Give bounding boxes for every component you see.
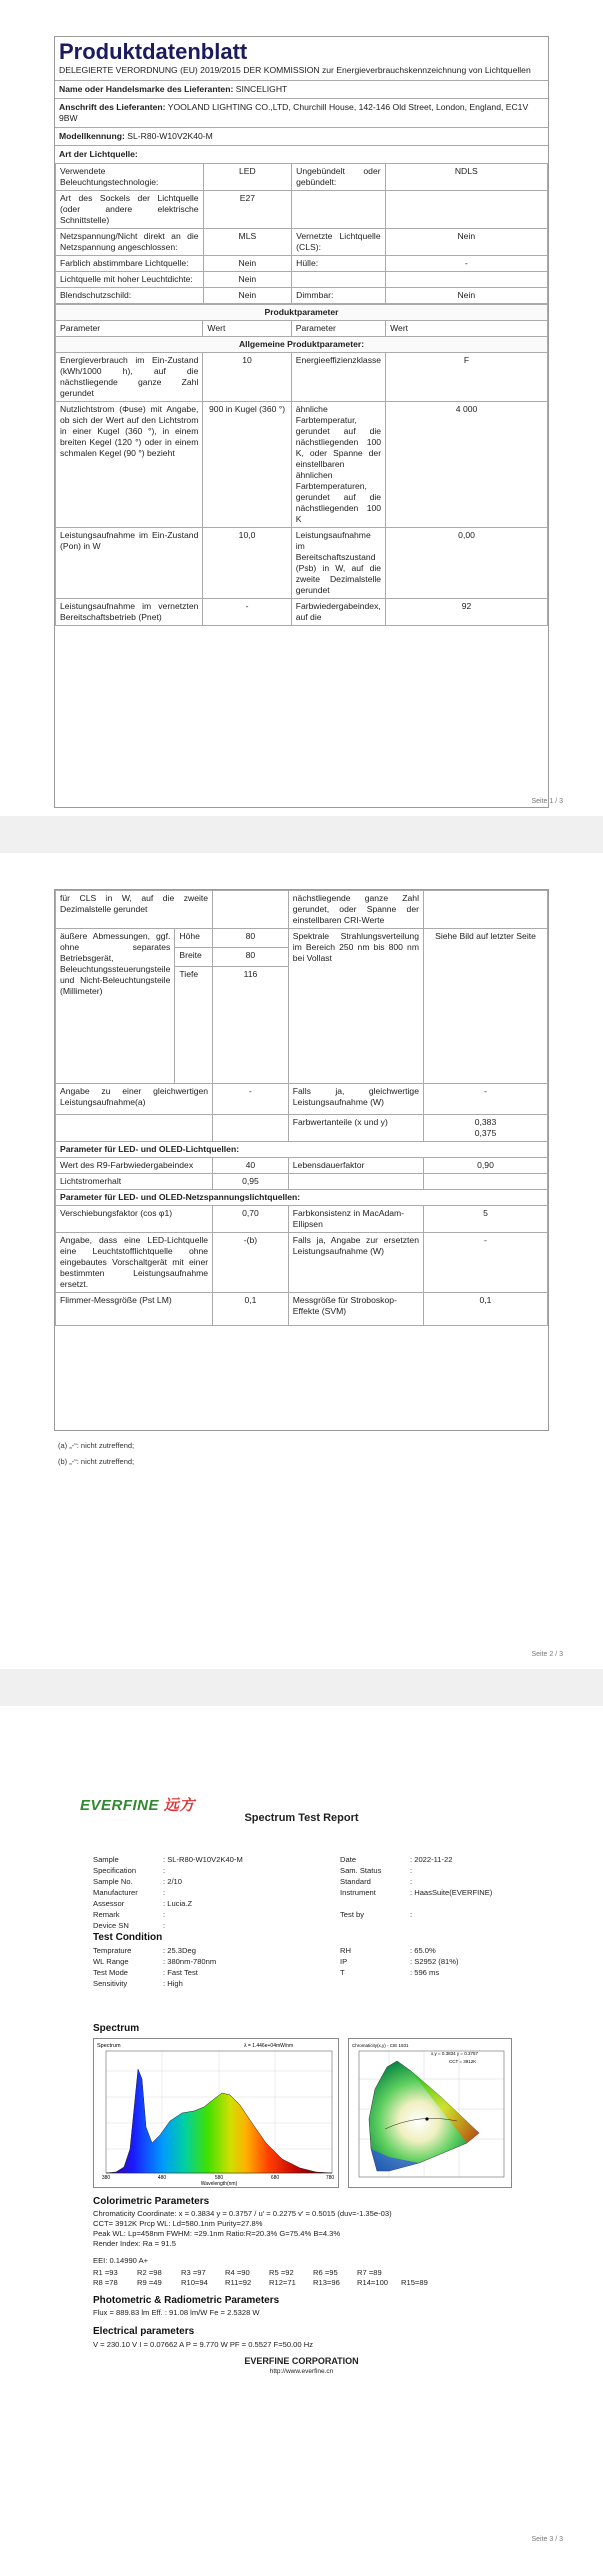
render-index-value: R9 =49 (137, 2278, 162, 2287)
displacement-factor-value: 0,70 (213, 1206, 289, 1233)
model-label: Modellkennung: (59, 131, 125, 142)
spectrum-xlabel: Wavelength(nm) (200, 2181, 238, 2187)
test-condition-row-value: : 380nm-780nm (163, 1957, 217, 1966)
replaced-power-value: - (423, 1233, 547, 1293)
type-row (56, 256, 548, 272)
page-footer: Seite 3 / 3 (531, 2536, 563, 2543)
sample-info-row (93, 1854, 243, 1865)
supplier-address: YOOLAND LIGHTING CO.,LTD, Churchill House, 142-146 Old Street, London, England, EC1V 9BW (59, 102, 529, 124)
page-footer: Seite 2 / 3 (531, 1651, 563, 1658)
supplier-name-line (55, 80, 548, 98)
sample-info-row (340, 1876, 492, 1887)
photometric-line: Flux = 889.83 lm Eff. : 91.08 lm/W Fe = 2.5328 W (93, 2308, 260, 2317)
render-index-value: R12=71 (269, 2278, 296, 2287)
spectrum-xtick: 380 (101, 2175, 111, 2181)
test-condition-row (93, 1978, 216, 1989)
lifetime-factor-label: Lebensdauerfaktor (288, 1158, 423, 1174)
render-index-value: R2 =98 (137, 2268, 162, 2277)
spectrum-title: Spectrum (97, 2043, 121, 2049)
general-param-value: 92 (386, 599, 548, 626)
chromaticity-label: Farbwertanteile (x und y) (288, 1115, 423, 1142)
chromaticity-value: 0,383 0,375 (423, 1115, 547, 1142)
type-param-value: Nein (385, 229, 547, 256)
spectrum-xtick: 780 (325, 2175, 335, 2181)
sample-info-row-value: : (163, 1921, 166, 1930)
general-param-value: 0,00 (386, 528, 548, 599)
fluorescent-replacement-value: -(b) (213, 1233, 289, 1293)
spectrum-note: λ = 1.446e+04mW/nm (244, 2043, 294, 2049)
equivalent-power-value: - (213, 1084, 289, 1115)
type-label: Art der Lichtquelle: (55, 145, 548, 163)
type-param-value: - (385, 256, 547, 272)
test-condition-row (340, 1956, 459, 1967)
general-param-row (56, 599, 548, 626)
electrical-line: V = 230.10 V I = 0.07662 A P = 9.770 W PF = 0.5527 F=50.00 Hz (93, 2340, 314, 2349)
general-param-label: Energieeffizienzklasse (291, 353, 385, 402)
dimensions-label: äußere Abmessungen, ggf. ohne separates Betriebsgerät, Beleuchtungssteuerungsteile und Nicht-Beleuchtungsteile (Millimeter) (56, 929, 175, 1084)
colorimetric-line: Peak WL: Lp=458nm FWHM: =29.1nm Ratio:R=20.3% G=75.4% B=4.3% (93, 2229, 341, 2238)
sample-info-row (340, 1887, 492, 1898)
type-param-value: NDLS (385, 164, 547, 191)
eei-line: EEI: 0.14990 A+ (93, 2256, 149, 2265)
chromaticity-point (425, 2117, 428, 2120)
dim-depth-label: Tiefe (175, 967, 213, 1084)
test-condition-heading: Test Condition (93, 1932, 163, 1943)
fluorescent-replacement-label: Angabe, dass eine LED-Lichtquelle eine Leuchtstofflichtquelle ohne eingebautes Vorschaltgerät mit einer bestimmten Leistungsaufnahme ersetzt. (56, 1233, 213, 1293)
equivalent-power-w-value: - (423, 1084, 547, 1115)
test-condition-row-value: : High (163, 1979, 183, 1988)
sample-info-row-key: Sample No. (93, 1877, 133, 1886)
general-param-label: ähnliche Farbtemperatur, gerundet auf die nächstliegenden 100 K, oder Spanne der einstellbaren ähnlichen Farbtemperaturen, gerundet auf die nächstliegenden 100 K (291, 402, 385, 528)
general-param-value: 4 000 (386, 402, 548, 528)
cie-chart (348, 2038, 512, 2188)
lifetime-factor-value: 0,90 (423, 1158, 547, 1174)
type-row (56, 272, 548, 288)
sample-info-row (93, 1876, 243, 1887)
page-gap (0, 1669, 603, 1706)
sample-info-row-key: Assessor (93, 1899, 125, 1908)
type-param-value: E27 (203, 191, 292, 229)
sample-info-row-key: Sample (93, 1855, 119, 1864)
type-param-value: LED (203, 164, 292, 191)
type-row (56, 191, 548, 229)
sample-info-row-value: : 2/10 (163, 1877, 182, 1886)
test-condition-row-key: T (340, 1968, 345, 1977)
spectrum-xtick: 680 (270, 2175, 280, 2181)
supplier-name: SINCELIGHT (235, 84, 288, 95)
test-condition-row (93, 1967, 216, 1978)
render-index-value: R3 =97 (181, 2268, 206, 2277)
page-gap (0, 816, 603, 853)
continued-right-cell: nächstliegende ganze Zahl gerundet, oder Spanne der einstellbaren CRI-Werte (288, 891, 423, 929)
color-consistency-label: Farbkonsistenz in MacAdam-Ellipsen (288, 1206, 423, 1233)
general-param-label: Farbwiedergabeindex, auf die (291, 599, 385, 626)
page-2 (0, 853, 603, 1669)
type-param-value: Nein (203, 272, 292, 288)
logo-text: EVERFINE (80, 1797, 160, 1814)
test-condition-row (340, 1967, 459, 1978)
sample-info-row (340, 1898, 492, 1909)
regulation-text: DELEGIERTE VERORDNUNG (EU) 2019/2015 DER KOMMISSION zur Energieverbrauchskennzeichnung von Lichtquellen (59, 65, 531, 76)
render-index-value: R10=94 (181, 2278, 208, 2287)
r9-value: 40 (213, 1158, 289, 1174)
test-condition-row-value: : 25.3Deg (163, 1946, 196, 1955)
sample-info-row-key: Sam. Status (340, 1866, 382, 1875)
test-condition-row (93, 1956, 216, 1967)
test-condition-row-key: Temprature (93, 1946, 132, 1955)
dim-width-label: Breite (175, 948, 213, 967)
spectrum-heading: Spectrum (93, 2023, 140, 2034)
col-header-param-1: Parameter (56, 321, 203, 337)
spectrum-svg (94, 2039, 338, 2187)
type-param-value (385, 191, 547, 229)
test-condition-row-key: WL Range (93, 1957, 129, 1966)
footnote-b: (b) „-“: nicht zutreffend; (58, 1457, 135, 1466)
test-condition-row-key: RH (340, 1946, 351, 1955)
stroboscopic-value: 0,1 (423, 1293, 547, 1326)
general-param-row (56, 353, 548, 402)
empty-cell (213, 1115, 289, 1142)
lumen-maintenance-label: Lichtstromerhalt (56, 1174, 213, 1190)
sample-info-row-value: : HaasSuite(EVERFINE) (410, 1888, 493, 1897)
continued-left-cell: für CLS in W, auf die zweite Dezimalstelle gerundet (56, 891, 213, 929)
sample-info-row-value: : 2022-11-22 (410, 1855, 453, 1864)
test-condition-row-value: : 65.0% (410, 1946, 436, 1955)
colorimetric-line: CCT= 3912K Prcp WL: Ld=580.1nm Purity=27.8% (93, 2219, 263, 2228)
type-param-label: Vernetzte Lichtquelle (CLS): (292, 229, 385, 256)
footnote-a: (a) „-“: nicht zutreffend; (58, 1441, 135, 1450)
type-param-label (292, 272, 385, 288)
led-params-header: Parameter für LED- und OLED-Lichtquellen: (56, 1142, 548, 1158)
page-footer: Seite 1 / 3 (531, 798, 563, 805)
render-index-value: R6 =95 (313, 2268, 338, 2277)
dim-depth-value: 116 (213, 967, 289, 1084)
sample-info-row-key: Test by (340, 1910, 365, 1919)
sample-info-row-key: Specification (93, 1866, 137, 1875)
lumen-maintenance-value: 0,95 (213, 1174, 289, 1190)
sample-info-left (93, 1854, 243, 1931)
render-index-row (93, 2268, 401, 2278)
sample-info-row-key: Date (340, 1855, 357, 1864)
colorimetric-line: Render Index: Ra = 91.5 (93, 2239, 176, 2248)
test-condition-row-value: : Fast Test (163, 1968, 198, 1977)
datasheet-page-1 (54, 36, 549, 808)
sample-info-row-value: : Lucia.Z (163, 1899, 193, 1908)
type-param-label: Ungebündelt oder gebündelt: (292, 164, 385, 191)
sample-info-row-value: : (410, 1910, 413, 1919)
general-param-value: 10 (203, 353, 291, 402)
type-param-label: Farblich abstimmbare Lichtquelle: (56, 256, 204, 272)
flicker-label: Flimmer-Messgröße (Pst LM) (56, 1293, 213, 1326)
col-header-param-2: Parameter (291, 321, 385, 337)
render-index-value: R13=96 (313, 2278, 340, 2287)
test-condition-row (93, 1945, 216, 1956)
page-1 (0, 0, 603, 816)
supplier-address-label: Anschrift des Lieferanten: (59, 102, 166, 113)
test-condition-row-value: : S2952 (81%) (410, 1957, 459, 1966)
general-param-value: 900 in Kugel (360 °) (203, 402, 291, 528)
product-params-table (55, 304, 548, 626)
empty-cell (423, 1174, 547, 1190)
type-param-label (292, 191, 385, 229)
test-condition-right (340, 1945, 459, 1978)
replaced-power-label: Falls ja, Angabe zur ersetzten Leistungsaufnahme (W) (288, 1233, 423, 1293)
test-condition-left (93, 1945, 216, 1989)
type-param-value: Nein (385, 288, 547, 304)
equivalent-power-label: Angabe zu einer gleichwertigen Leistungsaufnahme(a) (56, 1084, 213, 1115)
type-param-label: Lichtquelle mit hoher Leuchtdichte: (56, 272, 204, 288)
render-index-value: R5 =92 (269, 2268, 294, 2277)
colorimetric-line: Chromaticity Coordinate: x = 0.3834 y = 0.3757 / u' = 0.2275 v' = 0.5015 (duv=-1.35e-03) (93, 2209, 392, 2218)
empty-cell (288, 1174, 423, 1190)
general-param-row (56, 528, 548, 599)
render-index-value: R4 =90 (225, 2268, 250, 2277)
sample-info-row-value: : (410, 1866, 413, 1875)
sample-info-row (93, 1920, 243, 1931)
spectral-label: Spektrale Strahlungsverteilung im Bereich 250 nm bis 800 nm bei Vollast (288, 929, 423, 1084)
type-param-value (385, 272, 547, 288)
sample-info-row-value: : (163, 1888, 166, 1897)
type-param-label: Art des Sockels der Lichtquelle (oder andere elektrische Schnittstelle) (56, 191, 204, 229)
model-line (55, 127, 548, 145)
sample-info-row-value: : (163, 1866, 166, 1875)
cie-note: x,y = 0.3834 y = 0.3757 (431, 2051, 479, 2056)
type-row (56, 229, 548, 256)
general-param-value: 10,0 (203, 528, 291, 599)
color-consistency-value: 5 (423, 1206, 547, 1233)
col-header-value-2: Wert (386, 321, 548, 337)
render-index-value: R11=92 (225, 2278, 252, 2287)
empty-cell (423, 891, 547, 929)
test-condition-row-key: Test Mode (93, 1968, 129, 1977)
type-row (56, 164, 548, 191)
electrical-heading: Electrical parameters (93, 2326, 195, 2337)
type-param-label: Hülle: (292, 256, 385, 272)
empty-cell (56, 1115, 213, 1142)
sample-info-right (340, 1854, 492, 1920)
render-index-value: R15=89 (401, 2278, 428, 2287)
sample-info-row (340, 1854, 492, 1865)
test-condition-row-key: Sensitivity (93, 1979, 128, 1988)
type-param-value: Nein (203, 256, 292, 272)
corp-url: http://www.everfine.cn (269, 2368, 334, 2375)
general-param-label: Leistungsaufnahme im Ein-Zustand (Pon) in W (56, 528, 203, 599)
spectrum-chart (93, 2038, 339, 2188)
flicker-value: 0,1 (213, 1293, 289, 1326)
dim-width-value: 80 (213, 948, 289, 967)
dim-height-value: 80 (213, 929, 289, 948)
model-id: SL-R80-W10V2K40-M (127, 131, 213, 142)
sample-info-row-key (340, 1898, 410, 1909)
render-index-value: R8 =78 (93, 2278, 118, 2287)
sample-info-row-key: Standard (340, 1877, 371, 1886)
logo-cn-text: 远方 (163, 1797, 195, 1814)
colorimetric-heading: Colorimetric Parameters (93, 2196, 210, 2207)
report-title: Spectrum Test Report (244, 1812, 359, 1824)
empty-cell (213, 891, 289, 929)
sample-info-row (93, 1887, 243, 1898)
sample-info-row-value: : (163, 1910, 166, 1919)
spectrum-xtick: 580 (214, 2175, 224, 2181)
mains-params-header: Parameter für LED- und OLED-Netzspannungslichtquellen: (56, 1190, 548, 1206)
general-param-label: Nutzlichtstrom (Φuse) mit Angabe, ob sich der Wert auf den Lichtstrom in einer Kugel (360 °), in einem breiten Kegel (120 °) oder in einem schmalen Kegel (90 °) bezieht (56, 402, 203, 528)
cie-cct: CCT = 3912K (449, 2059, 477, 2064)
sample-info-row-value: : SL-R80-W10V2K40-M (163, 1855, 243, 1864)
general-param-label: Leistungsaufnahme im Bereitschaftszustand (Psb) in W, auf die zweite Dezimalstelle gerundet (291, 528, 385, 599)
sample-info-row-key: Device SN (93, 1921, 129, 1930)
type-param-label: Netzspannung/Nicht direkt an die Netzspannung angeschlossen: (56, 229, 204, 256)
page-title: Produktdatenblatt (59, 39, 248, 64)
render-index-value: R7 =89 (357, 2268, 382, 2277)
dim-height-label: Höhe (175, 929, 213, 948)
general-params-header: Allgemeine Produktparameter: (56, 337, 548, 353)
equivalent-power-w-label: Falls ja, gleichwertige Leistungsaufnahme (W) (288, 1084, 423, 1115)
sample-info-row (93, 1865, 243, 1876)
type-param-label: Verwendete Beleuchtungstechnologie: (56, 164, 204, 191)
cie-title: Chromaticity(x,y) - CIE 1931 (352, 2043, 409, 2048)
corp-name: EVERFINE CORPORATION (244, 2356, 359, 2366)
type-table (55, 163, 548, 304)
general-param-label: Leistungsaufnahme im vernetzten Bereitschaftsbetrieb (Pnet) (56, 599, 203, 626)
sample-info-row-value: : (410, 1877, 413, 1886)
cie-svg (349, 2039, 511, 2187)
type-param-value: Nein (203, 288, 292, 304)
displacement-factor-label: Verschiebungsfaktor (cos φ1) (56, 1206, 213, 1233)
spectrum-xtick: 480 (157, 2175, 167, 2181)
render-index-value: R14=100 (357, 2278, 389, 2287)
type-param-value: MLS (203, 229, 292, 256)
supplier-name-label: Name oder Handelsmarke des Lieferanten: (59, 84, 234, 95)
spectral-value: Siehe Bild auf letzter Seite (423, 929, 547, 1084)
sample-info-row (340, 1909, 492, 1920)
type-param-label: Dimmbar: (292, 288, 385, 304)
test-condition-row-key: IP (340, 1957, 348, 1966)
r9-label: Wert des R9-Farbwiedergabeindex (56, 1158, 213, 1174)
test-condition-row-value: : 596 ms (410, 1968, 440, 1977)
datasheet-page-2 (54, 889, 549, 1431)
sample-info-row (93, 1898, 243, 1909)
general-param-value: - (203, 599, 291, 626)
sample-info-row (93, 1909, 243, 1920)
supplier-address-line (55, 98, 548, 127)
type-param-label: Blendschutzschild: (56, 288, 204, 304)
stroboscopic-label: Messgröße für Stroboskop-Effekte (SVM) (288, 1293, 423, 1326)
render-index-value: R1 =93 (93, 2268, 118, 2277)
sample-info-row-key: Remark (93, 1910, 120, 1919)
sample-info-row-key: Instrument (340, 1888, 376, 1897)
general-param-label: Energieverbrauch im Ein-Zustand (kWh/1000 h), auf die nächstliegende ganze Zahl gerundet (56, 353, 203, 402)
render-index-row (93, 2278, 445, 2288)
sample-info-row (340, 1865, 492, 1876)
general-param-row (56, 402, 548, 528)
general-param-value: F (386, 353, 548, 402)
test-condition-row (340, 1945, 459, 1956)
col-header-value-1: Wert (203, 321, 291, 337)
product-params-header: Produktparameter (56, 305, 548, 321)
page2-table (55, 890, 548, 1326)
sample-info-row-key: Manufacturer (93, 1888, 138, 1897)
type-row (56, 288, 548, 304)
photometric-heading: Photometric & Radiometric Parameters (93, 2295, 280, 2306)
